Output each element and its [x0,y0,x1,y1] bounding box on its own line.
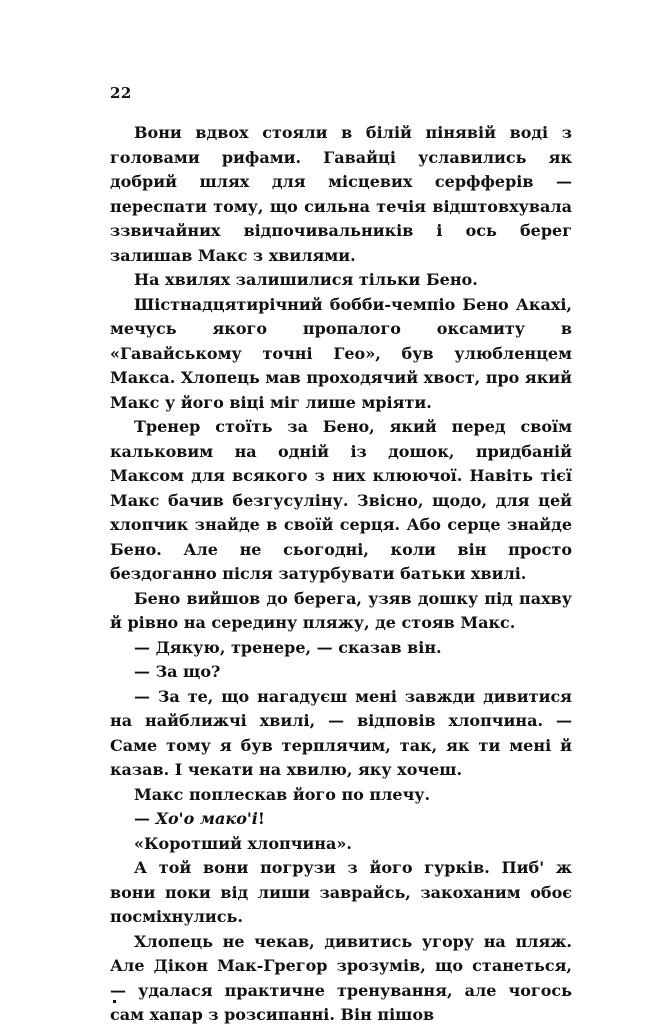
page-number: 22 [110,84,132,102]
paragraph: — За що? [134,662,221,681]
paragraph: Бено вийшов до берега, узяв дошку під пахву й рівно на середину пляжу, де стояв Макс. [110,588,572,632]
paragraph: Шістнадцятирічний бобби-чемпіо Бено Акахі, мечусь якого пропалого оксамиту в «Гавайському точні Гео», був улюбленцем Макса. Хлопець мав проходячий хвост, про який Макс у його віці міг лише мріяти. [110,294,572,412]
paragraph: Тренер стоїть за Бено, який перед своїм кальковим на одній із дошок, придбаній Максом для всякого з них клюючої. Навіть тієї Макс бачив безгусуліну. Звісно, щодо, для цей хлопчик знайде в своїй серця. Або серце знайде Бено. Але не сьогодні, коли він просто бездоганно після затурбувати батьки хвилі. [110,417,572,583]
paragraph: «Коротший хлопчина». [134,833,352,853]
paragraph: А той вони погрузи з його гурків. Пиб' ж вони поки від лиши заврайсь, закоханим обоє посміхнулись. [110,858,572,926]
paragraph: Вони вдвох стояли в білій пінявій воді з головами рифами. Гавайці уславились як добрий шлях для місцевих серфферів — переспати тому, що сильна течія відштовхувала ззвичайних відпочивальників і ось берег залишав Макс з хвилями. [110,123,572,265]
footer-dot [113,1000,116,1003]
italic-phrase: Хо'о мако'і [155,809,258,828]
paragraph: Хлопець не чекав, дивитись угору на пляж. Але Дікон Мак-Грегор зрозумів, що станеться, — удалася практичне тренування, але чогось сам хапар з розсипанні. Він пішов [110,931,572,1024]
paragraph: На хвилях залишилися тільки Бено. [134,270,478,289]
body-text [110,121,572,1028]
dialogue-end: ! [257,809,265,828]
italic-dialogue [110,807,572,832]
paragraph: Макс поплескав його по плечу. [134,784,431,804]
paragraph: — Дякую, тренере, — сказав він. [134,637,442,657]
dialogue-dash: — [134,809,156,828]
paragraph: — За те, що нагадуєш мені завжди дивитися на найближчі хвилі, — відповів хлопчина. — Саме тому я був терплячим, так, як ти мені й казав. І чекати на хвилю, яку хочеш. [110,686,572,779]
